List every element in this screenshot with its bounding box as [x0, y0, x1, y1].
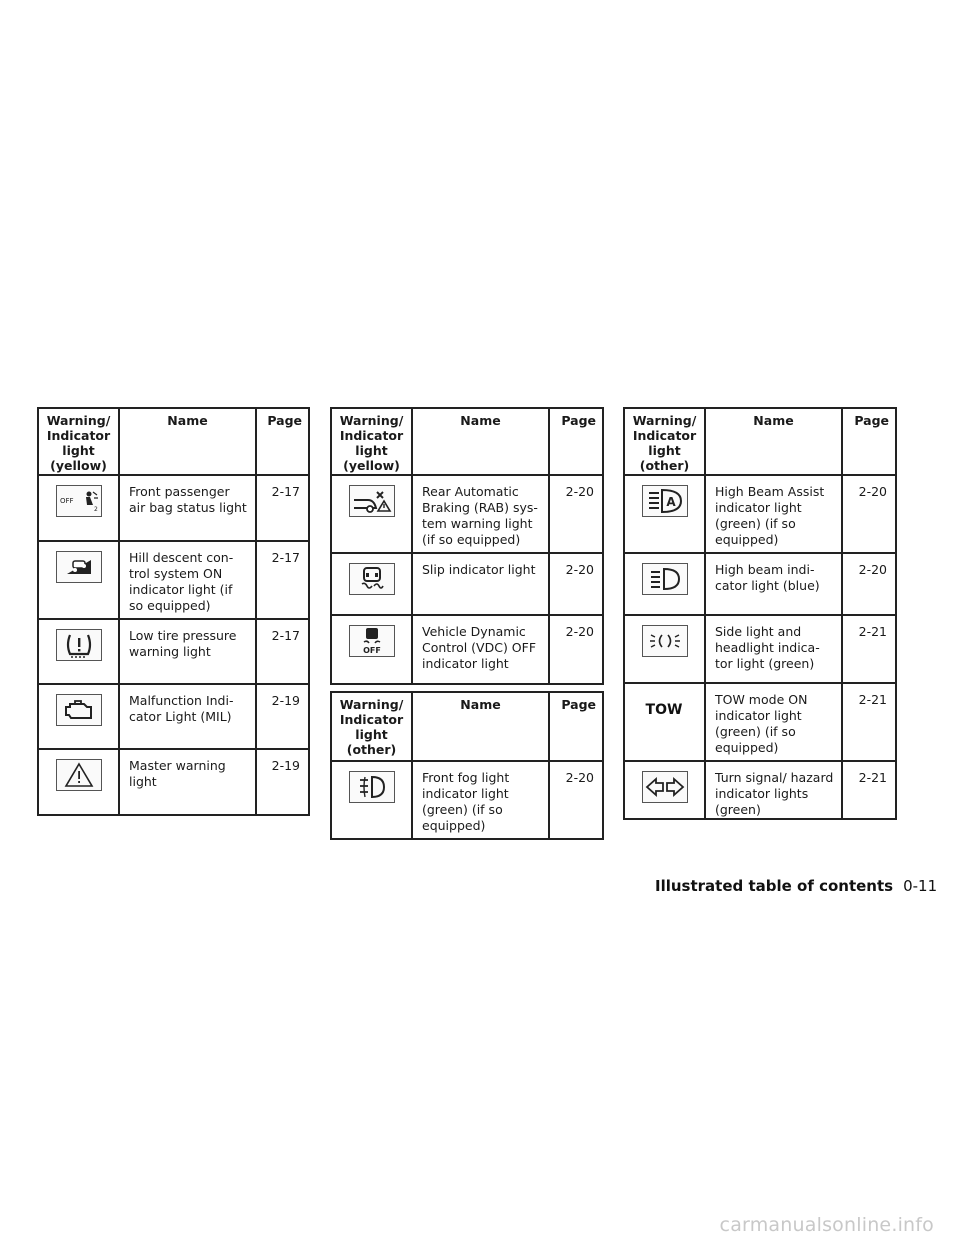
- table-row: [331, 475, 603, 553]
- master-warning-icon: [56, 759, 102, 791]
- warning-table-other-2: [623, 407, 897, 820]
- col-header-indicator: Warning/ Indicator light (other): [624, 408, 705, 475]
- table-row: [38, 749, 309, 815]
- table-row: [38, 684, 309, 749]
- col-header-name: Name: [412, 692, 549, 761]
- turn-signal-icon: [642, 771, 688, 803]
- engine-icon: [56, 694, 102, 726]
- svg-text:2: 2: [93, 506, 98, 513]
- col-header-indicator: Warning/ Indicator light (yellow): [38, 408, 119, 475]
- col-header-name: Name: [119, 408, 256, 475]
- svg-text:OFF: OFF: [59, 497, 74, 505]
- svg-text:OFF: OFF: [362, 646, 381, 655]
- high-beam-icon: [642, 563, 688, 595]
- indicator-name: Low tire pressure warning light: [119, 619, 256, 684]
- airbag-off-icon: [56, 485, 102, 517]
- rear-braking-icon: [349, 485, 395, 517]
- table-row: [624, 683, 896, 761]
- hill-descent-icon: [56, 551, 102, 583]
- vdc-off-icon: [349, 625, 395, 657]
- page-ref: 2-20: [549, 553, 603, 615]
- tire-pressure-icon: [56, 629, 102, 661]
- col-header-page: Page: [256, 408, 309, 475]
- indicator-name: Turn signal/ hazard indicator lights (green): [705, 761, 842, 819]
- indicator-name: Side light and headlight indica- tor light (green): [705, 615, 842, 683]
- indicator-name: Hill descent con- trol system ON indicator light (if so equipped): [119, 541, 256, 619]
- svg-text:TOW: TOW: [645, 702, 682, 718]
- indicator-name: High Beam Assist indicator light (green) (if so equipped): [705, 475, 842, 553]
- table-row: [38, 541, 309, 619]
- page-ref: 2-20: [549, 761, 603, 839]
- table-row: [331, 761, 603, 839]
- side-light-icon: [642, 625, 688, 657]
- col-header-indicator: Warning/ Indicator light (yellow): [331, 408, 412, 475]
- table-row: [331, 615, 603, 684]
- page-ref: 2-19: [256, 684, 309, 749]
- page-ref: 2-19: [256, 749, 309, 815]
- table-row: [624, 615, 896, 683]
- col-header-indicator: Warning/ Indicator light (other): [331, 692, 412, 761]
- warning-table-other-1: [330, 691, 604, 840]
- page-ref: 2-20: [549, 615, 603, 684]
- indicator-name: Vehicle Dynamic Control (VDC) OFF indicator light: [412, 615, 549, 684]
- page-ref: 2-17: [256, 475, 309, 541]
- col-header-page: Page: [549, 408, 603, 475]
- page-ref: 2-20: [842, 475, 896, 553]
- table-row: [38, 619, 309, 684]
- page-ref: 2-17: [256, 541, 309, 619]
- page-footer: [655, 877, 937, 895]
- svg-text:A: A: [665, 495, 676, 509]
- table-row: [38, 475, 309, 541]
- page-ref: 2-20: [549, 475, 603, 553]
- warning-table-yellow-2: [330, 407, 604, 685]
- table-row: [624, 475, 896, 553]
- warning-table-yellow-1: [37, 407, 310, 816]
- table-row: [331, 553, 603, 615]
- page-number: 0-11: [903, 877, 938, 895]
- slip-icon: [349, 563, 395, 595]
- table-row: [624, 761, 896, 819]
- col-header-page: Page: [842, 408, 896, 475]
- watermark: carmanualsonline.info: [719, 1214, 934, 1236]
- page-ref: 2-21: [842, 761, 896, 819]
- front-fog-icon: [349, 771, 395, 803]
- page-ref: 2-21: [842, 615, 896, 683]
- indicator-name: Rear Automatic Braking (RAB) sys- tem warning light (if so equipped): [412, 475, 549, 553]
- indicator-name: Front fog light indicator light (green) (if so equipped): [412, 761, 549, 839]
- col-header-name: Name: [705, 408, 842, 475]
- table-row: [624, 553, 896, 615]
- tow-mode-icon: [642, 693, 688, 725]
- indicator-name: Malfunction Indi- cator Light (MIL): [119, 684, 256, 749]
- page-ref: 2-20: [842, 553, 896, 615]
- high-beam-assist-icon: [642, 485, 688, 517]
- section-title: Illustrated table of contents: [655, 877, 894, 895]
- indicator-name: Master warning light: [119, 749, 256, 815]
- col-header-page: Page: [549, 692, 603, 761]
- indicator-name: High beam indi- cator light (blue): [705, 553, 842, 615]
- col-header-name: Name: [412, 408, 549, 475]
- indicator-name: Slip indicator light: [412, 553, 549, 615]
- indicator-name: Front passenger air bag status light: [119, 475, 256, 541]
- page-ref: 2-21: [842, 683, 896, 761]
- indicator-name: TOW mode ON indicator light (green) (if so equipped): [705, 683, 842, 761]
- page-ref: 2-17: [256, 619, 309, 684]
